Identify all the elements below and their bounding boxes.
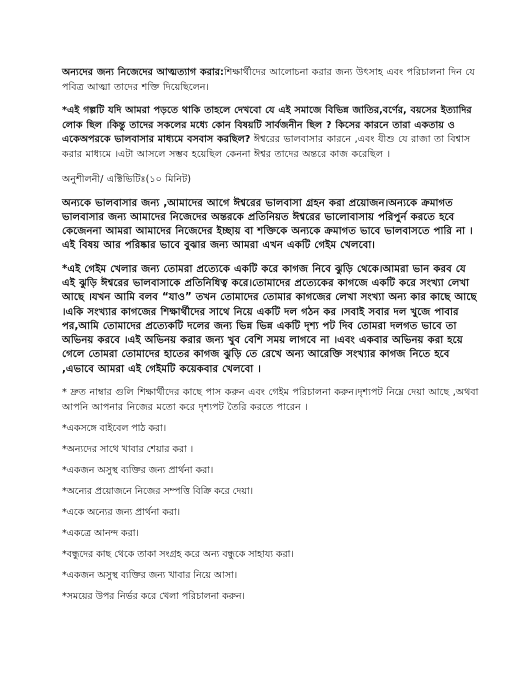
intro-bold-lead: অন্যদের জন্য নিজেদের আত্মত্যাগ করার: xyxy=(62,67,224,78)
document-page xyxy=(62,66,480,604)
activity-heading: অনুশীলনী/ এক্টিভিটিঃ(১০ মিনিট) xyxy=(62,174,191,185)
scenario-item: *একে অন্যের জন্য প্রার্থনা করা। xyxy=(62,507,181,519)
teacher-note: * দ্রুত নাম্বার গুলি শিক্ষার্থীদের কাছে পাস করুন এবং গেইম পরিচালনা করুন।দৃশ্যপট নিম্নে দেয়া আছে ,অথবা আপনি আপনার নিজের মতো করে দৃশ্যপট তৈরি করতে পারেন । xyxy=(62,387,479,413)
game-instructions: *এই গেইম খেলার জন্য তোমরা প্রত্যেকে একটি করে কাগজ নিবে ঝুড়ি থেকে।আমরা ভান করব যে এই ঝুড়ি ঈশ্বরের ভালবাসাকে প্রতিনিধিত্ব করে।তোমাদের প্রত্যেকের কাগজে একটি করে সংখ্যা লেখা আছে ।যখন আমি বলব “যাও” তখন তোমাদের তোমার কাগজের লেখা সংখ্যা অন্য কার কাছে আছে ।একি সংখ্যার কাগজের শিক্ষার্থীদের সাথে নিয়ে একটি দল গঠন কর ।সবাই সবার দল খুজে পাবার পর,আমি তোমাদের প্রত্যেকটি দলের জন্য ভিন্ন ভিন্ন একটি দৃশ্য পট দিব তোমরা দলগত ভাবে তা অভিনয় করবে ।এই অভিনয় করার জন্য খুব বেশি সময় লাগবে না ।এবং একবার অভিনয় করা হয়ে গেলে তোমরা তোমাদের হাতের কাগজ ঝুড়ি তে রেখে অন্য আরেক্তি সংখ্যার কাগজ নিতে হবে ,এভাবে আমরা এই গেইমটি কয়েকবার খেলবো । xyxy=(62,263,477,375)
intro-paragraph xyxy=(62,66,480,95)
scenario-item: *অন্যদের সাথে খাবার শেয়ার করা । xyxy=(62,444,194,456)
story-answer-text: ঈশ্বরের ভালবাসার কারনে ,এবং যীশু যে রাজা তা বিশ্বাস করার মাধ্যমে ।এটা আসলে সম্ভব হয়েছিল কেননা ঈশ্বর তাদের অন্তরে কাজ করেছিল । xyxy=(62,134,471,160)
scenario-item: *অন্যের প্রয়োজনে নিজের সম্পত্তি বিক্রি করে দেয়া। xyxy=(62,486,253,498)
intro-rest: শিক্ষার্থীদের আলোচনা করার জন্য উৎসাহ এবং পরিচালনা দিন যে পবিত্র আত্মা তাদের শক্তি দিয়েছিলেন। xyxy=(62,67,475,93)
scenario-item: *একজন অসুস্থ ব্যক্তির জন্য খাবার নিয়ে আসা। xyxy=(62,570,238,582)
scenario-list xyxy=(62,422,480,604)
story-paragraph xyxy=(62,104,480,162)
love-paragraph: অন্যকে ভালবাসার জন্য ,আমাদের আগে ঈশ্বরের ভালবাসা গ্রহন করা প্রয়োজন।অন্যকে ক্রমাগত ভালবাসার জন্য আমাদের নিজেদের অন্তরকে প্রতিনিয়ত ঈশ্বরের ভালোবাসায় পরিপুর্ন করতে হবে কেজেননা আমরা আমাদের নিজেদের ইচ্ছায় বা শক্তিকে অন্যকে ক্রমাগত ভাবে ভালবাসতে পারি না ।এই বিষয় আর পরিষ্কার ভাবে বুঝার জন্য আমরা এখন একটি গেইম খেলবো। xyxy=(62,197,473,252)
scenario-item: *একজন অসুস্থ ব্যক্তির জন্য প্রার্থনা করা। xyxy=(62,465,214,477)
scenario-item: *সময়ের উপর নির্ভর করে খেলা পরিচালনা করুন। xyxy=(62,591,245,603)
scenario-item: *একসঙ্গে বাইবেল পাঠ করা। xyxy=(62,423,167,435)
scenario-item: *বন্ধুদের কাছ থেকে তাকা সংগ্রহ করে অন্য বন্ধুকে সাহায্য করা। xyxy=(62,549,294,561)
story-question-text: *এই গল্পটি যদি আমরা পড়তে থাকি তাহলে দেখবো যে এই সমাজে বিভিন্ন জাতির,বর্ণের, বয়সের ইত্যাদির লোক ছিল ।কিন্তু তাদের সকলের মধ্যে কোন বিষয়টি সার্বজনীন ছিল ? কিসের কারনে তারা একতায় ও একেঅপরকে ভালবাসার মাধ্যমে বসবাস করছিল? xyxy=(62,105,472,145)
scenario-item: *একত্রে আনন্দ করা। xyxy=(62,528,139,540)
